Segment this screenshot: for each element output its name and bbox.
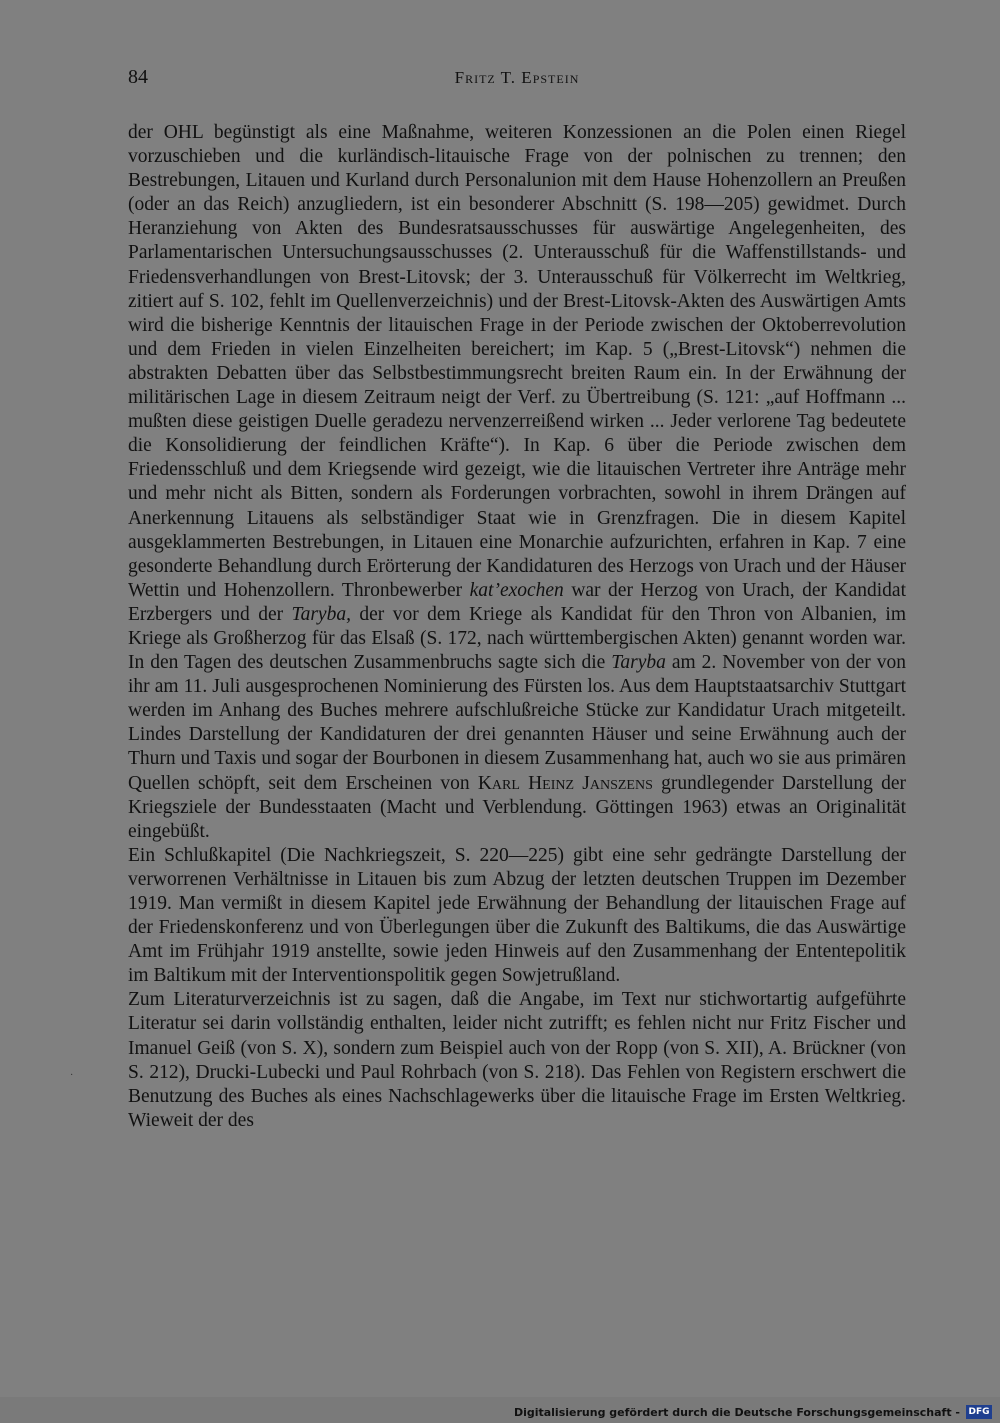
dfg-logo: DFG xyxy=(966,1405,992,1419)
text-run: der OHL begünstigt als eine Maßnahme, weiteren Konzessionen an die Polen einen Riegel vorzuschieben und die kurländisch-litauische Frage von der polnischen zu trennen; den Bestrebungen, Litauen und Kurland durch Personalunion mit dem Hause Hohenzollern an Preußen (oder an das Reich) anzugliedern, ist ein besonderer Abschnitt (S. 198—205) gewidmet. Durch Heranziehung von Akten des Bundesratsausschusses für auswärtige Angelegenheiten, des Parlamentarischen Untersuchungsausschusses (2. Unterausschuß für die Waffenstillstands- und Friedensverhandlungen von Brest-Litovsk; der 3. Unterausschuß für Völkerrecht im Weltkrieg, zitiert auf S. 102, fehlt im Quellenverzeichnis) und der Brest-Litovsk-Akten des Auswärtigen Amts wird die bisherige Kenntnis der litauischen Frage in der Periode zwischen der Oktoberrevolution und dem Frieden in vielen Einzelheiten bereichert; im Kap. 5 („Brest-Litovsk“) nehmen die abstrakten Debatten über das Selbstbestimmungsrecht breiten Raum ein. In der Erwähnung der militärischen Lage in diesem Zeitraum neigt der Verf. zu Übertreibung (S. 121: „auf Hoffmann ... mußten diese geistigen Duelle geradezu nervenzerreißend wirken ... Jeder verlorene Tag bedeutete die Konsolidierung der feindlichen Kräfte“). In Kap. 6 über die Periode zwischen dem Friedensschluß und dem Kriegsende wird gezeigt, wie die litauischen Vertreter ihre Anträge mehr und mehr nicht als Bitten, sondern als Forderungen vorbrachten, sowohl in ihrem Drängen auf Anerkennung Litauens als selbständiger Staat wie in Grenzfragen. Die in diesem Kapitel ausgeklammerten Bestrebungen, in Litauen eine Monarchie aufzurichten, erfahren in Kap. 7 eine gesonderte Behandlung durch Erörterung der Kandidaturen des Herzogs von Urach und der Häuser Wettin und Hohenzollern. Thronbewerber xyxy=(128,122,906,601)
text-run: grundlegender Darstellung der Kriegsziele der Bundesstaaten (Macht und Verblendung. Göttingen 1963) etwas an Originalität eingebüßt. xyxy=(128,772,907,842)
text-run: der vor dem Kriege als Kandidat für den Thron von Albanien, im Kriege als Großherzog für das Elsaß (S. 172, nach württembergischen Akten) genannt worden war. In den Tagen des deutschen Zusammenbruchs sagte sich die xyxy=(128,603,906,674)
italic-term: Taryba, xyxy=(291,603,351,625)
paragraph-2: Ein Schlußkapitel (Die Nachkriegszeit, S. 220—225) gibt eine sehr gedrängte Darstellung der verworrenen Verhältnisse in Litauen bis zum Abzug der letzten deutschen Truppen im Dezember 1919. Man vermißt in diesem Kapitel jede Erwähnung der Behandlung der litauischen Frage auf der Friedenskonferenz und von Überlegungen über die Zukunft des Baltikums, die das Auswärtige Amt im Frühjahr 1919 anstellte, sowie jeden Hinweis auf den Zusammenhang der Ententepolitik im Baltikum mit der Interventionspolitik gegen Sowjetrußland. xyxy=(128,844,906,987)
scan-mark: · xyxy=(70,1070,74,1081)
italic-term: kat’exochen xyxy=(469,579,564,601)
paragraph-3: Zum Literaturverzeichnis ist zu sagen, daß die Angabe, im Text nur stichwortartig aufgeführte Literatur sei darin vollständig enthalten, leider nicht zutrifft; es fehlen nicht nur Fritz Fischer und Imanuel Geiß (von S. X), sondern zum Beispiel auch von der Ropp (von S. XII), A. Brückner (von S. 212), Drucki-Lubecki und Paul Rohrbach (von S. 218). Das Fehlen von Registern erschwert die Benutzung des Buches als eines Nachschlagewerks über die litauische Frage im Ersten Weltkrieg. Wieweit der des xyxy=(128,989,906,1131)
running-head: Fritz T. Epstein xyxy=(454,68,580,87)
paragraph-1 xyxy=(128,121,906,844)
page-header xyxy=(128,66,906,96)
footer-credit: Digitalisierung gefördert durch die Deutsche Forschungsgemeinschaft - xyxy=(513,1406,960,1419)
text-run: am 2. November von der von ihr am 11. Juli ausgesprochenen Nominierung des Fürsten los. Aus dem Hauptstaatsarchiv Stuttgart werden im Anhang des Buches mehrere aufschlußreiche Stücke zur Kandidatur Urach mitgeteilt. Lindes Darstellung der Kandidaturen der drei genannten Häuser und seine Erwähnung auch der Thurn und Taxis und sogar der Bourbonen in diesem Zusammenhang hat, auch wo sie aus primären Quellen schöpft, seit dem Erscheinen von xyxy=(128,652,906,794)
author-name: Karl Heinz Janszens xyxy=(477,772,653,794)
page-number: 84 xyxy=(128,66,148,88)
footer-bar xyxy=(0,1397,1000,1423)
article-body xyxy=(128,121,906,1133)
text-run: war der Herzog von Urach, der Kandidat Erzbergers und der xyxy=(128,579,907,625)
italic-term: Taryba xyxy=(611,652,666,674)
